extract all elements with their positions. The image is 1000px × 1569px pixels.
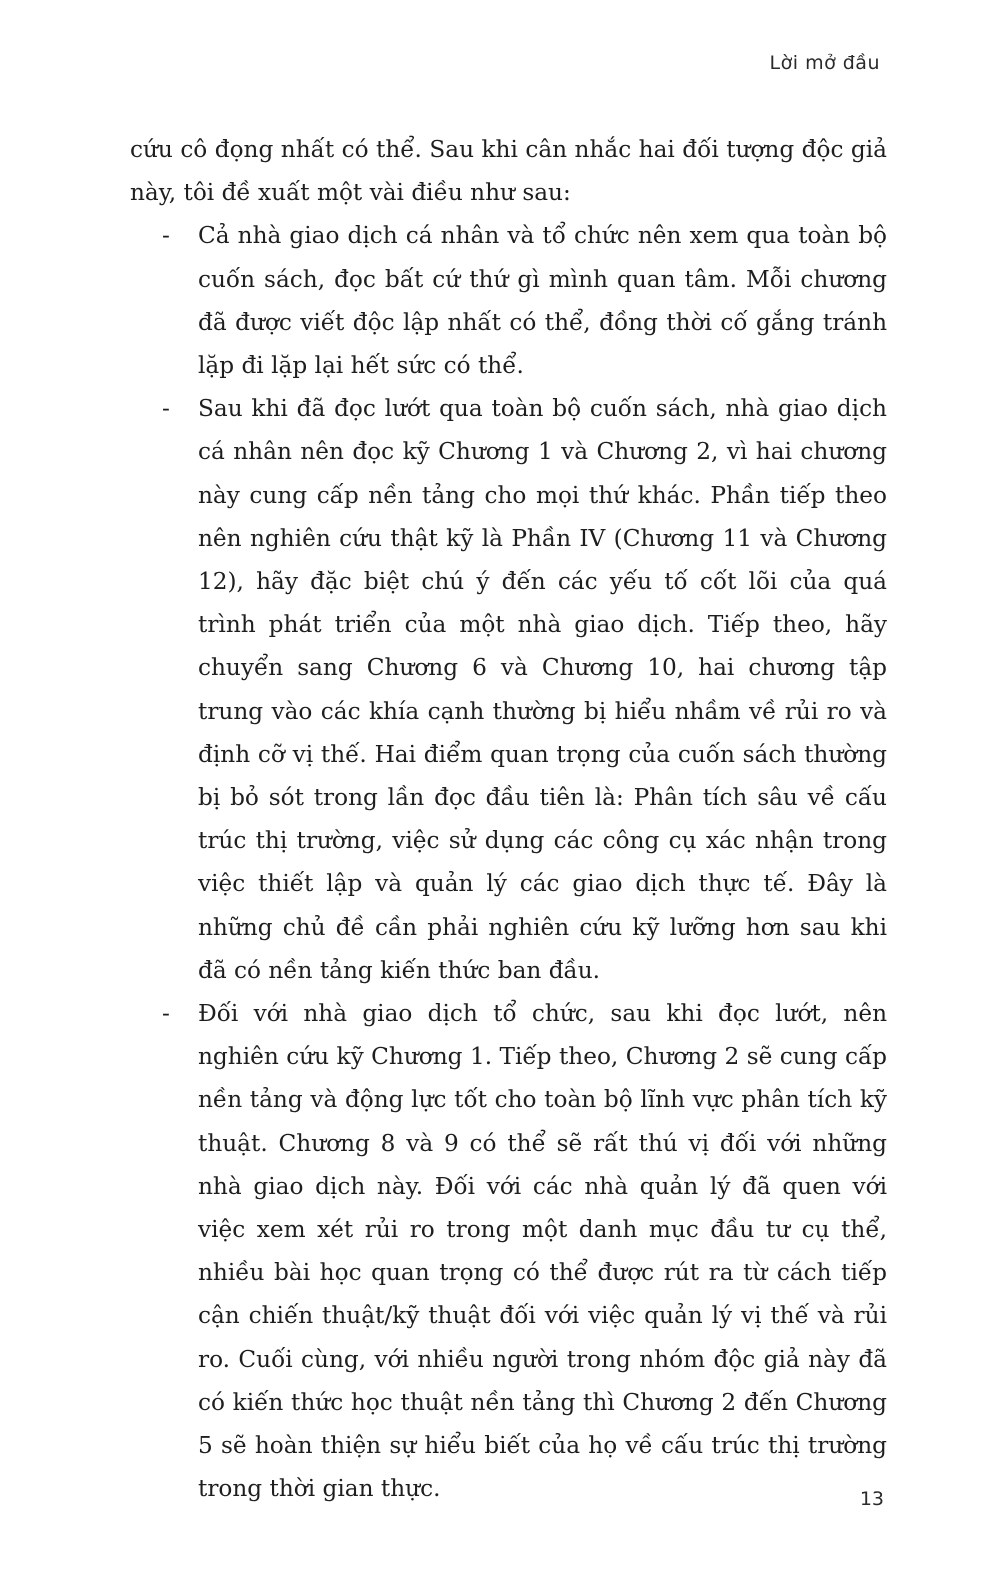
bullet-text: Sau khi đã đọc lướt qua toàn bộ cuốn sách, nhà giao dịch cá nhân nên đọc kỹ Chương 1 và Chương 2, vì hai chương này cung cấp nền tảng cho mọi thứ khác. Phần tiếp theo nên nghiên cứu thật kỹ là Phần IV (Chương 11 và Chương 12), hãy đặc biệt chú ý đến các yếu tố cốt lõi của quá trình phát triển của một nhà giao dịch. Tiếp theo, hãy chuyển sang Chương 6 và Chương 10, hai chương tập trung vào các khía cạnh thường bị hiểu nhầm về rủi ro và định cỡ vị thế. Hai điểm quan trọng của cuốn sách thường bị bỏ sót trong lần đọc đầu tiên là: Phân tích sâu về cấu trúc thị trường, việc sử dụng các công cụ xác nhận trong việc thiết lập và quản lý các giao dịch thực tế. Đây là những chủ đề cần phải nghiên cứu kỹ lưỡng hơn sau khi đã có nền tảng kiến thức ban đầu. <box>198 395 887 984</box>
bullet-item-1 <box>130 214 887 387</box>
bullet-list <box>130 214 887 1510</box>
bullet-text: Cả nhà giao dịch cá nhân và tổ chức nên xem qua toàn bộ cuốn sách, đọc bất cứ thứ gì mình quan tâm. Mỗi chương đã được viết độc lập nhất có thể, đồng thời cố gắng tránh lặp đi lặp lại hết sức có thể. <box>198 222 887 380</box>
running-header: Lời mở đầu <box>769 52 880 74</box>
bullet-marker: - <box>162 395 170 423</box>
bullet-item-3 <box>130 992 887 1510</box>
bullet-text: Đối với nhà giao dịch tổ chức, sau khi đọc lướt, nên nghiên cứu kỹ Chương 1. Tiếp theo, Chương 2 sẽ cung cấp nền tảng và động lực tốt cho toàn bộ lĩnh vực phân tích kỹ thuật. Chương 8 và 9 có thể sẽ rất thú vị đối với những nhà giao dịch này. Đối với các nhà quản lý đã quen với việc xem xét rủi ro trong một danh mục đầu tư cụ thể, nhiều bài học quan trọng có thể được rút ra từ cách tiếp cận chiến thuật/kỹ thuật đối với việc quản lý vị thế và rủi ro. Cuối cùng, với nhiều người trong nhóm độc giả này đã có kiến thức học thuật nền tảng thì Chương 2 đến Chương 5 sẽ hoàn thiện sự hiểu biết của họ về cấu trúc thị trường trong thời gian thực. <box>198 1000 887 1503</box>
page-number: 13 <box>859 1488 884 1510</box>
bullet-marker: - <box>162 222 170 250</box>
bullet-marker: - <box>162 1000 170 1028</box>
bullet-item-2 <box>130 387 887 992</box>
intro-paragraph: cứu cô đọng nhất có thể. Sau khi cân nhắc hai đối tượng độc giả này, tôi đề xuất một vài điều như sau: <box>130 136 887 207</box>
body-text <box>130 128 887 1511</box>
